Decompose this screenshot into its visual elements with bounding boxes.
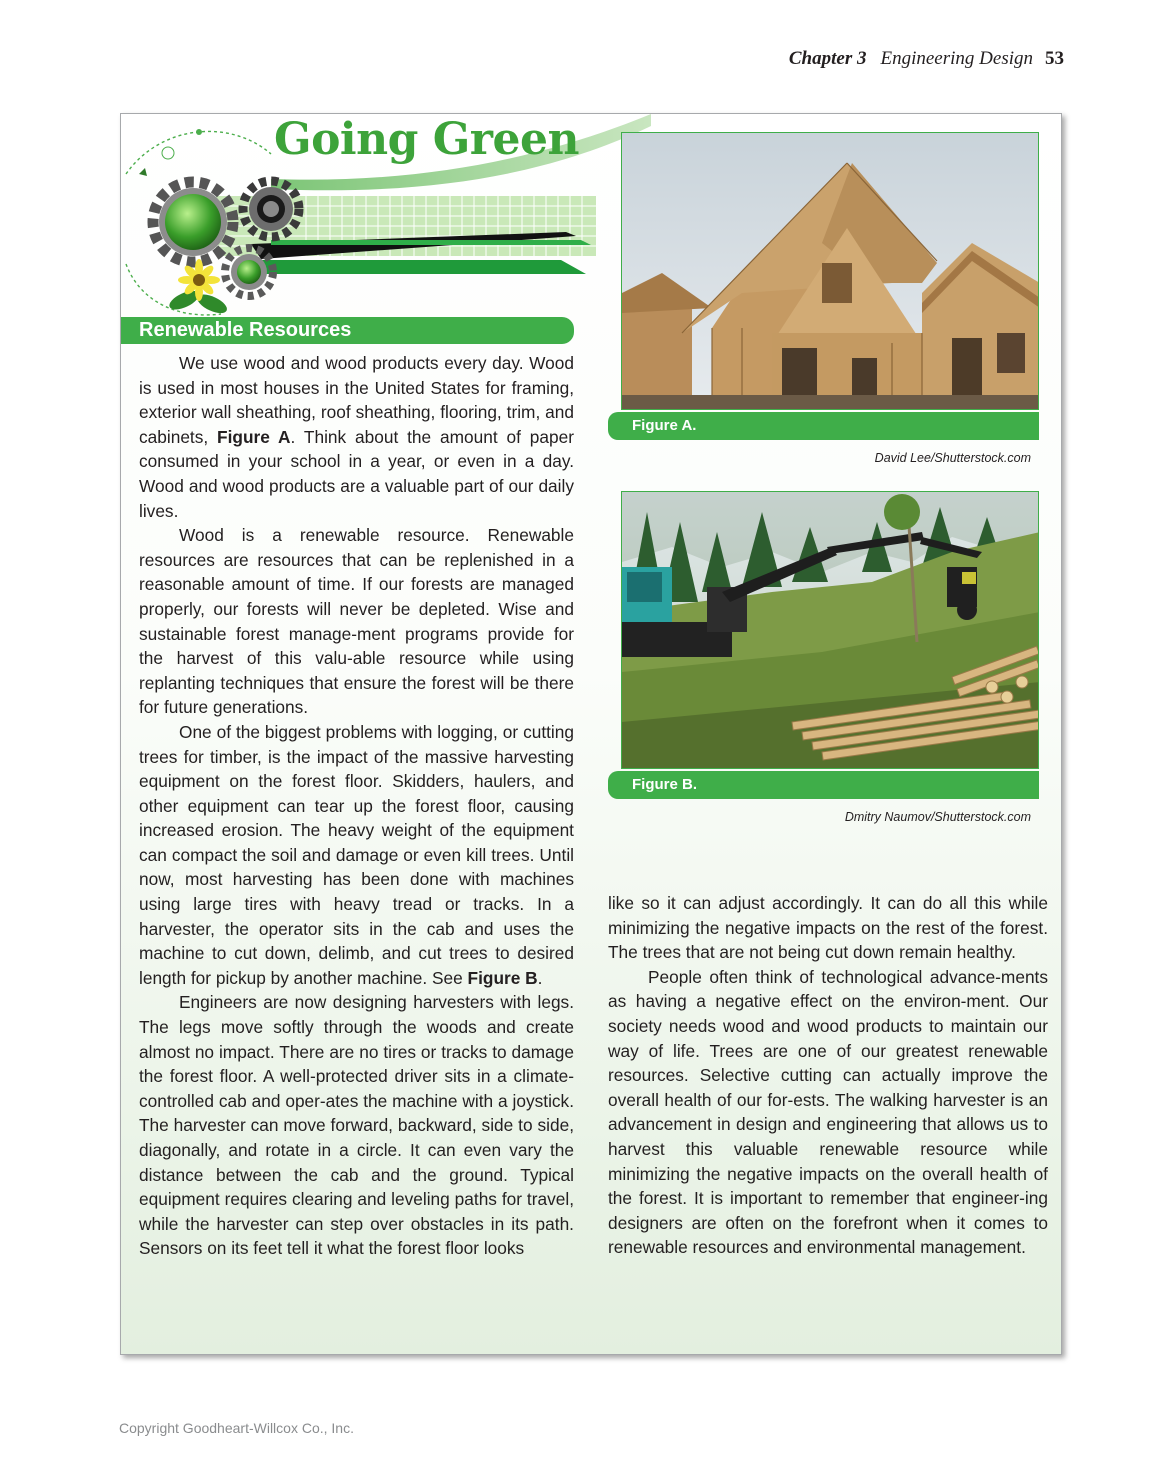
right-text-column — [608, 891, 1048, 1260]
figure-b-credit: Dmitry Naumov/Shutterstock.com — [844, 810, 1031, 824]
figure-a-reference: Figure A — [217, 426, 291, 447]
chapter-label: Chapter 3 — [788, 48, 867, 69]
paragraph: Wood is a renewable resource. Renewable resources are resources that can be replenished in a reasonable amount of time. If our forests are managed properly, our forests will never be depleted. Wise and sustainable forest manage-ment programs provide for the harvest of this valu-able resource while using replanting techniques that ensure the forest will be there for future generations. — [139, 525, 574, 718]
copyright-footer: Copyright Goodheart-Willcox Co., Inc. — [119, 1420, 354, 1436]
paragraph: Engineers are now designing harvesters with legs. The legs move softly through the woods and create almost no impact. There are no tires or tracks to damage the forest floor. A well-protected driver sits in a climate-controlled cab and oper-ates the machine with a joystick. The harvester can move forward, backward, side to side, diagonally, and rotate in a circle. It can even vary the distance between the cab and the ground. Typical equipment requires clearing and leveling paths for travel, while the harvester can step over obstacles in its path. Sensors on its feet tell it what the forest floor looks — [139, 992, 574, 1259]
section-heading: Renewable Resources — [121, 317, 574, 344]
figure-b-caption-bar: Figure B. — [608, 771, 1039, 799]
paragraph: One of the biggest problems with logging, or cutting trees for timber, is the impact of the massive harvesting equipment on the forest floor. Skidders, haulers, and other equipment can tear up the forest floor, causing increased erosion. The heavy weight of the equipment can compact the soil and damage or even kill trees. Until now, most harvesting has been done with machines using large tires with heavy tread or tracks. In a harvester, the operator sits in the cab and uses the machine to cut down, delimb, and cut trees to desired length for pickup by another machine. See Figure B. — [139, 721, 574, 988]
feature-title: Going Green — [274, 114, 579, 165]
page-number: 53 — [1045, 48, 1064, 69]
figure-a-image — [621, 132, 1039, 410]
going-green-feature-box — [120, 113, 1062, 1355]
figure-b-reference: Figure B — [467, 967, 538, 988]
figure-a-credit: David Lee/Shutterstock.com — [874, 451, 1031, 465]
chapter-title: Engineering Design — [880, 48, 1033, 69]
paragraph: People often think of technological advance-ments as having a negative effect on the environ-ment. Our society needs wood and wood products to maintain our way of life. Trees are one of our greatest renewable resources. Selective cutting can actually improve the overall health of our for-ests. The walking harvester is an advancement in design and engineering that allows us to harvest this valuable renewable resource while minimizing the negative impacts on the overall health of the forest. It is important to remember that engineer-ing designers are often on the forefront when it comes to renewable resources and environmental management. — [608, 966, 1048, 1258]
figure-a-caption-bar: Figure A. — [608, 412, 1039, 440]
paragraph: like so it can adjust accordingly. It can do all this while minimizing the negative impacts on the rest of the forest. The trees that are not being cut down remain healthy. — [608, 893, 1048, 963]
left-text-column — [139, 351, 574, 1261]
paragraph: We use wood and wood products every day. Wood is used in most houses in the United States for framing, exterior wall sheathing, roof sheathing, flooring, trim, and cabinets, Figure A. Think about the amount of paper consumed in your school in a year, or even in a day. Wood and wood products are a valuable part of our daily lives. — [139, 353, 574, 521]
figure-b-image — [621, 491, 1039, 769]
running-head — [789, 48, 1064, 70]
